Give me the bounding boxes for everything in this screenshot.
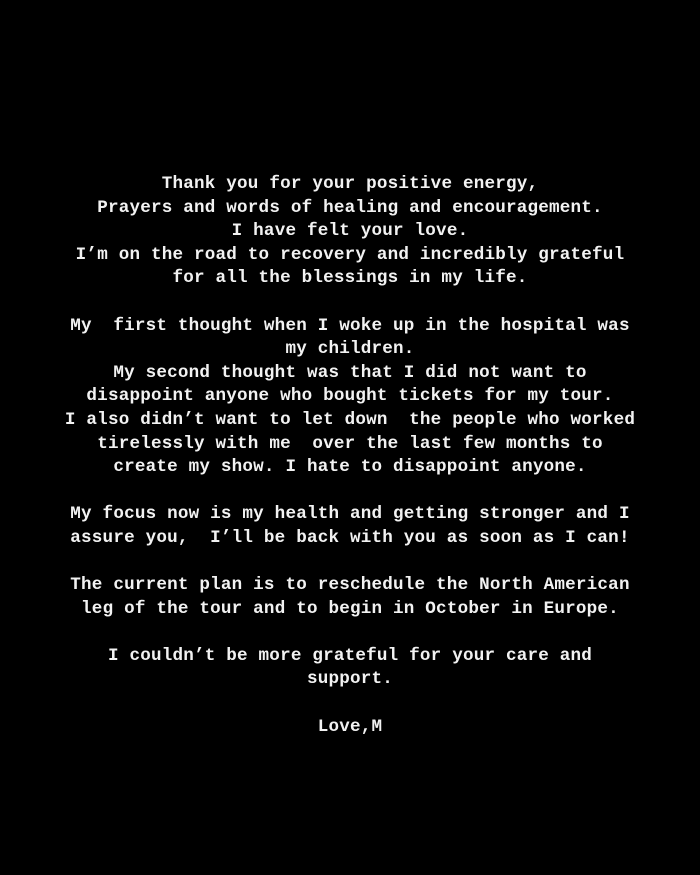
text-line: I have felt your love. bbox=[231, 221, 469, 242]
paragraph-closing bbox=[0, 645, 700, 692]
text-line: My focus now is my health and getting stronger and I bbox=[70, 504, 630, 525]
text-line: assure you, I’ll be back with you as soon as I can! bbox=[70, 527, 630, 548]
text-line: support. bbox=[306, 669, 394, 690]
text-line: create my show. I hate to disappoint anyone. bbox=[113, 457, 587, 478]
signature bbox=[0, 716, 700, 740]
text-line: My first thought when I woke up in the hospital was bbox=[70, 315, 630, 336]
paragraph-gratitude bbox=[0, 173, 700, 291]
text-line: Prayers and words of healing and encouragement. bbox=[97, 197, 603, 218]
text-line: Thank you for your positive energy, bbox=[161, 174, 539, 194]
paragraph-hospital bbox=[0, 315, 700, 480]
text-line: for all the blessings in my life. bbox=[172, 268, 528, 289]
paragraph-plan bbox=[0, 574, 700, 621]
text-line: I couldn’t be more grateful for your care and bbox=[107, 645, 593, 666]
text-line: leg of the tour and to begin in October in Europe. bbox=[81, 598, 619, 619]
text-line: The current plan is to reschedule the North American bbox=[70, 575, 630, 596]
signature-text: Love,M bbox=[317, 716, 383, 737]
text-line: I’m on the road to recovery and incredibly grateful bbox=[75, 244, 625, 265]
text-line: My second thought was that I did not want to bbox=[113, 362, 587, 383]
text-line: tirelessly with me over the last few months to bbox=[97, 433, 603, 454]
text-line: my children. bbox=[285, 339, 415, 360]
text-line: disappoint anyone who bought tickets for my tour. bbox=[86, 386, 614, 407]
text-line: I also didn’t want to let down the people who worked bbox=[64, 409, 636, 430]
paragraph-focus bbox=[0, 503, 700, 550]
message-text bbox=[0, 173, 700, 739]
